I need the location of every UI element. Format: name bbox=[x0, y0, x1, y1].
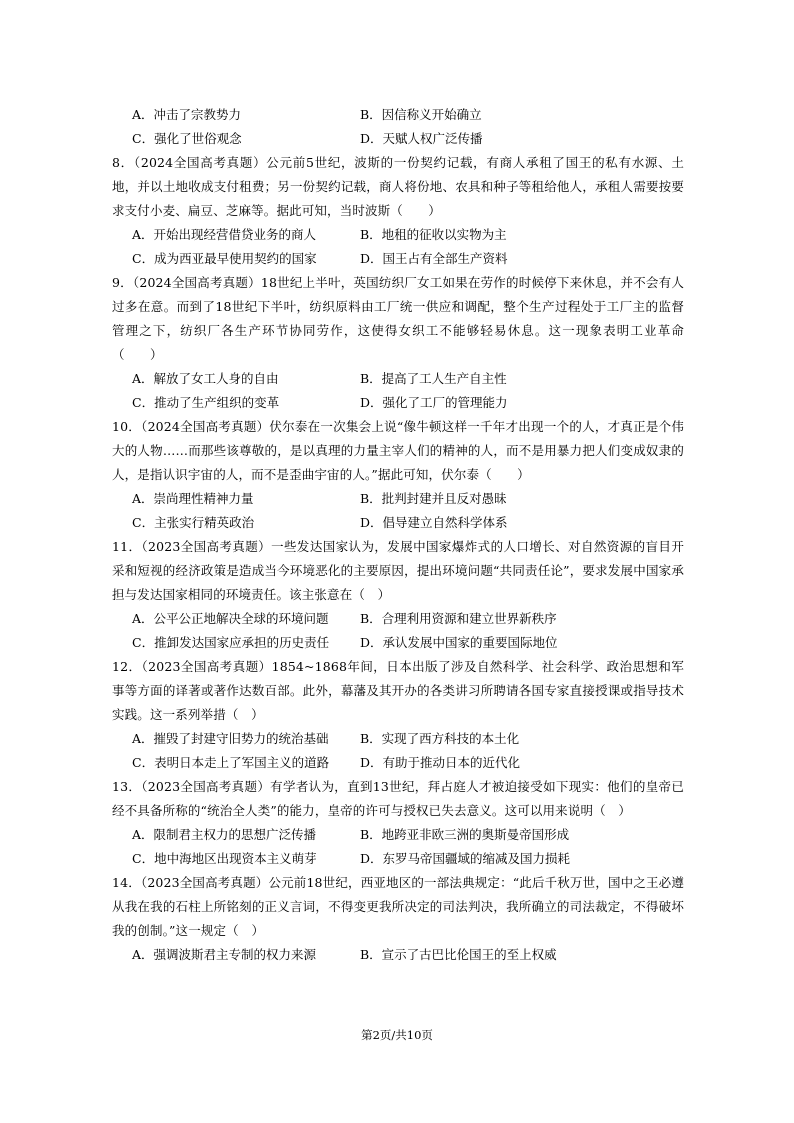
question-9: 9．（2024全国高考真题）18世纪上半叶，英国纺织厂女工如果在劳作的时候停下来休息，并不会有人过多在意。而到了18世纪下半叶，纺织原料由工厂统一供应和调配，整个生产过程处于工厂主的监督管理之下，纺织厂各生产环节协同劳作，这使得女织工不能够轻易休息。这一现象表明工业革命（ ） bbox=[112, 275, 684, 362]
option-d: D．东罗马帝国疆域的缩减及国力损耗 bbox=[360, 851, 571, 866]
option-c: C．主张实行精英政治 bbox=[132, 515, 255, 530]
option-a: A．冲击了宗教势力 bbox=[132, 107, 242, 122]
option-c: C．成为西亚最早使用契约的国家 bbox=[132, 251, 317, 266]
option-b: B．提高了工人生产自主性 bbox=[360, 371, 507, 386]
option-row bbox=[112, 751, 684, 775]
question-14: 14．（2023全国高考真题）公元前18世纪，西亚地区的一部法典规定：“此后千秋万世，国中之王必遵从我在我的石柱上所铭刻的正义言词，不得变更我所决定的司法判决，我所确立的司法裁定，不得破坏我的创制。”这一规定（ ） bbox=[112, 875, 684, 938]
option-b: B．实现了西方科技的本土化 bbox=[360, 731, 520, 746]
option-a: A．崇尚理性精神力量 bbox=[132, 491, 254, 506]
option-a: A．强调波斯君主专制的权力来源 bbox=[132, 947, 317, 962]
option-b: B．宣示了古巴比伦国王的至上权威 bbox=[360, 947, 557, 962]
option-row bbox=[112, 247, 684, 271]
option-c: C．推卸发达国家应承担的历史责任 bbox=[132, 635, 330, 650]
option-d: D．有助于推动日本的近代化 bbox=[360, 755, 521, 770]
option-row bbox=[112, 487, 684, 511]
option-d: D．倡导建立自然科学体系 bbox=[360, 515, 508, 530]
question-10: 10．（2024全国高考真题）伏尔泰在一次集会上说“像牛顿这样一千年才出现一个的人，才真正是个伟大的人物……而那些该尊敬的，是以真理的力量主宰人们的精神的人，而不是用暴力把人们变成奴隶的人，是指认识宇宙的人，而不是歪曲宇宙的人。”据此可知，伏尔泰（ ） bbox=[112, 419, 684, 482]
option-row bbox=[112, 847, 684, 871]
option-row bbox=[112, 631, 684, 655]
question-8: 8．（2024全国高考真题）公元前5世纪，波斯的一份契约记载，有商人承租了国王的私有水源、土地，并以土地收成支付租费；另一份契约记载，商人将份地、农具和种子等租给他人，承租人需要按要求支付小麦、扁豆、芝麻等。据此可知，当时波斯（ ） bbox=[112, 155, 684, 218]
option-c: C．地中海地区出现资本主义萌芽 bbox=[132, 851, 317, 866]
option-row bbox=[112, 103, 684, 127]
option-b: B．地跨亚非欧三洲的奥斯曼帝国形成 bbox=[360, 827, 570, 842]
option-row bbox=[112, 511, 684, 535]
option-b: B．因信称义开始确立 bbox=[360, 107, 482, 122]
option-row bbox=[112, 367, 684, 391]
option-a: A．限制君主权力的思想广泛传播 bbox=[132, 827, 317, 842]
option-d: D．承认发展中国家的重要国际地位 bbox=[360, 635, 558, 650]
question-13: 13．（2023全国高考真题）有学者认为，直到13世纪，拜占庭人才被迫接受如下现实：他们的皇帝已经不具备所称的“统治全人类”的能力，皇帝的许可与授权已失去意义。这可以用来说明（ ） bbox=[112, 779, 684, 818]
page-number-footer: 第2页/共10页 bbox=[361, 1028, 433, 1042]
option-a: A．解放了女工人身的自由 bbox=[132, 371, 279, 386]
option-row bbox=[112, 823, 684, 847]
option-row bbox=[112, 391, 684, 415]
page-content bbox=[112, 103, 684, 967]
option-row bbox=[112, 727, 684, 751]
option-a: A．公平公正地解决全球的环境问题 bbox=[132, 611, 329, 626]
option-row bbox=[112, 943, 684, 967]
option-d: D．天赋人权广泛传播 bbox=[360, 131, 483, 146]
option-b: B．地租的征收以实物为主 bbox=[360, 227, 507, 242]
option-a: A．开始出现经营借贷业务的商人 bbox=[132, 227, 317, 242]
option-d: D．强化了工厂的管理能力 bbox=[360, 395, 508, 410]
option-c: C．推动了生产组织的变革 bbox=[132, 395, 280, 410]
option-c: C．强化了世俗观念 bbox=[132, 131, 242, 146]
option-b: B．合理利用资源和建立世界新秩序 bbox=[360, 611, 557, 626]
question-12: 12．（2023全国高考真题）1854~1868年间，日本出版了涉及自然科学、社会科学、政治思想和军事等方面的译著或著作达数百部。此外，幕藩及其开办的各类讲习所聘请各国专家直接授课或指导技术实践。这一系列举措（ ） bbox=[112, 659, 684, 722]
question-11: 11．（2023全国高考真题）一些发达国家认为，发展中国家爆炸式的人口增长、对自然资源的盲目开采和短视的经济政策是造成当今环境恶化的主要原因，提出环境问题“共同责任论”，要求发展中国家承担与发达国家相同的环境责任。该主张意在（ ） bbox=[112, 539, 684, 602]
option-a: A．摧毁了封建守旧势力的统治基础 bbox=[132, 731, 329, 746]
option-row bbox=[112, 223, 684, 247]
option-row bbox=[112, 607, 684, 631]
option-row bbox=[112, 127, 684, 151]
option-c: C．表明日本走上了军国主义的道路 bbox=[132, 755, 330, 770]
option-b: B．批判封建并且反对愚昧 bbox=[360, 491, 507, 506]
option-d: D．国王占有全部生产资料 bbox=[360, 251, 508, 266]
